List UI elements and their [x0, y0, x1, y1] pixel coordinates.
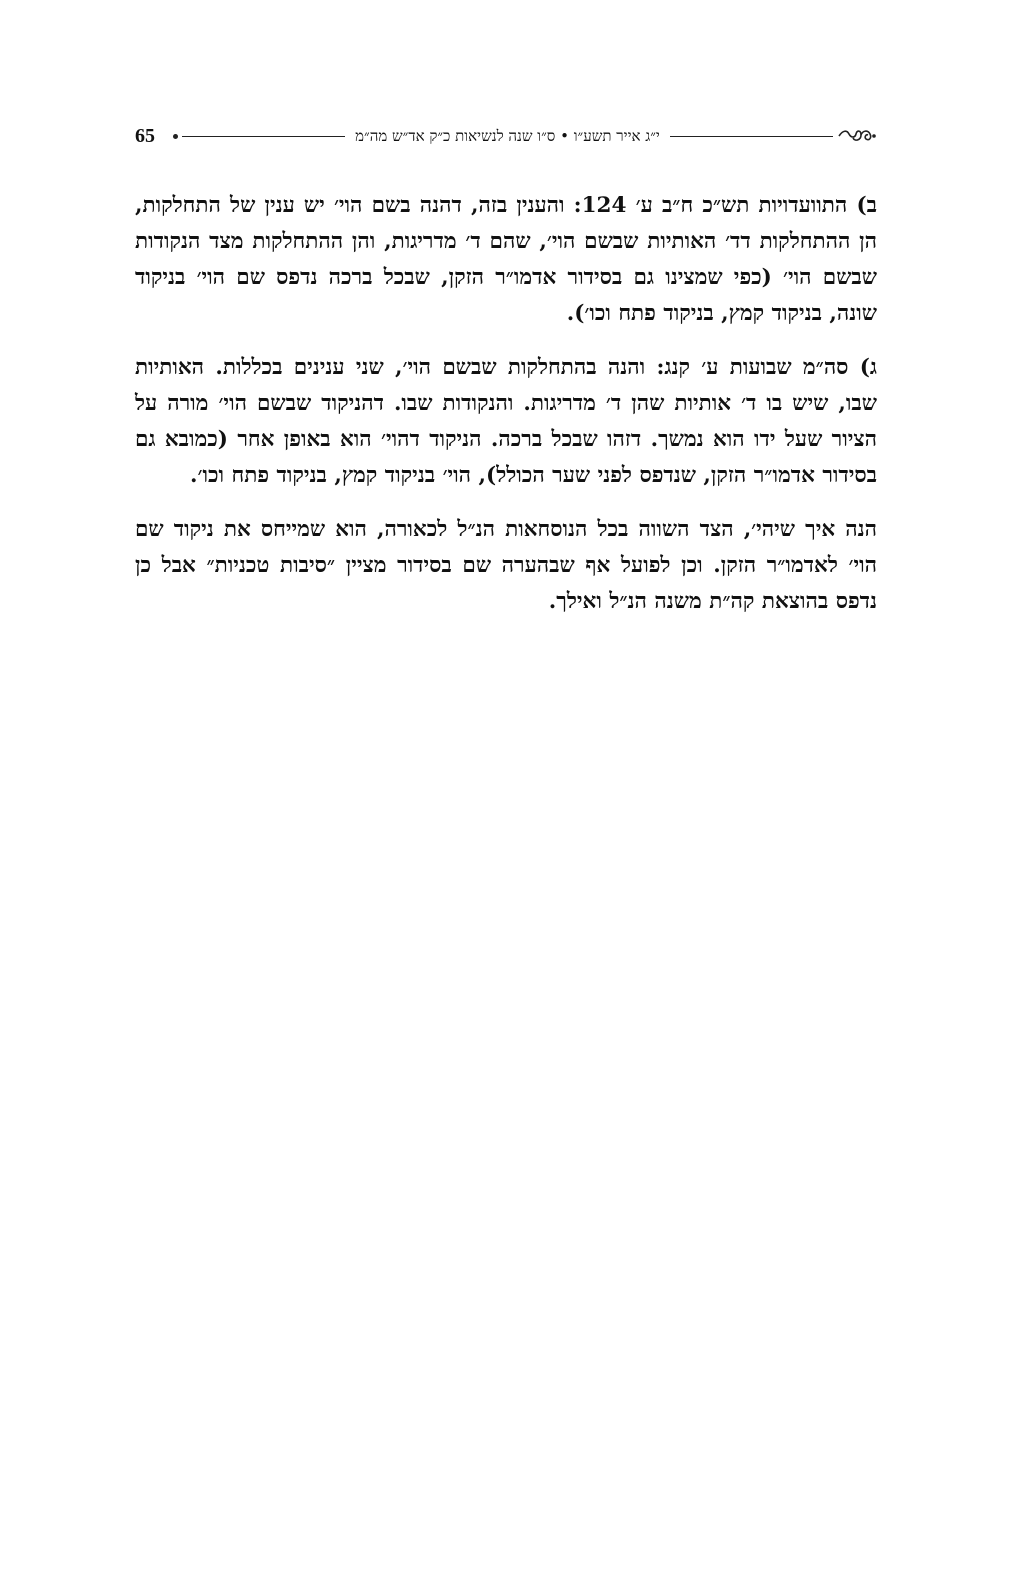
running-header	[135, 118, 877, 154]
paragraph-b: ב) התוועדויות תש״כ ח״ב ע׳ 124: והענין בזה, דהנה בשם הוי׳ יש ענין של התחלקות, הן ההתחלקות דד׳ האותיות שבשם הוי׳, שהם ד׳ מדריגות, והן ההתחלקות מצד הנקודות שבשם הוי׳ (כפי שמצינו גם בסידור אדמו״ר הזקן, שבכל ברכה נדפס שם הוי׳ בניקוד שונה, בניקוד קמץ, בניקוד פתח וכו׳).	[135, 193, 877, 326]
paragraph-g: ג) סה״מ שבועות ע׳ קנג: והנה בהתחלקות שבשם הוי׳, שני ענינים בכללות. האותיות שבו, שיש בו ד׳ אותיות שהן ד׳ מדריגות. והנקודות שבו. דהניקוד שבשם הוי׳ מורה על הציור שעל ידו הוא נמשך. דזהו שבכל ברכה. הניקוד דהוי׳ הוא באופן אחר (כמובא גם בסידור אדמו״ר הזקן, שנדפס לפני שער הכולל), הוי׳ בניקוד קמץ, בניקוד פתח וכו׳.	[135, 355, 877, 488]
paragraph-conclusion: הנה איך שיהי׳, הצד השווה בכל הנוסחאות הנ״ל לכאורה, הוא שמייחס את ניקוד שם הוי׳ לאדמו״ר הזקן. וכן לפועל אף שבהערה שם בסידור מציין ״סיבות טכניות״ אבל כן נדפס בהוצאת קה״ת משנה הנ״ל ואילך.	[135, 517, 877, 614]
running-title: י״ג אייר תשע״ו • ס״ו שנה לנשיאות כ״ק אד״ש מה״מ	[355, 126, 660, 145]
header-rule-right	[670, 136, 833, 137]
body-text	[135, 188, 877, 638]
page-number: 65	[135, 124, 155, 147]
header-rule-left	[182, 136, 345, 137]
ornament-icon	[837, 126, 877, 146]
header-bullet-left	[173, 134, 178, 139]
